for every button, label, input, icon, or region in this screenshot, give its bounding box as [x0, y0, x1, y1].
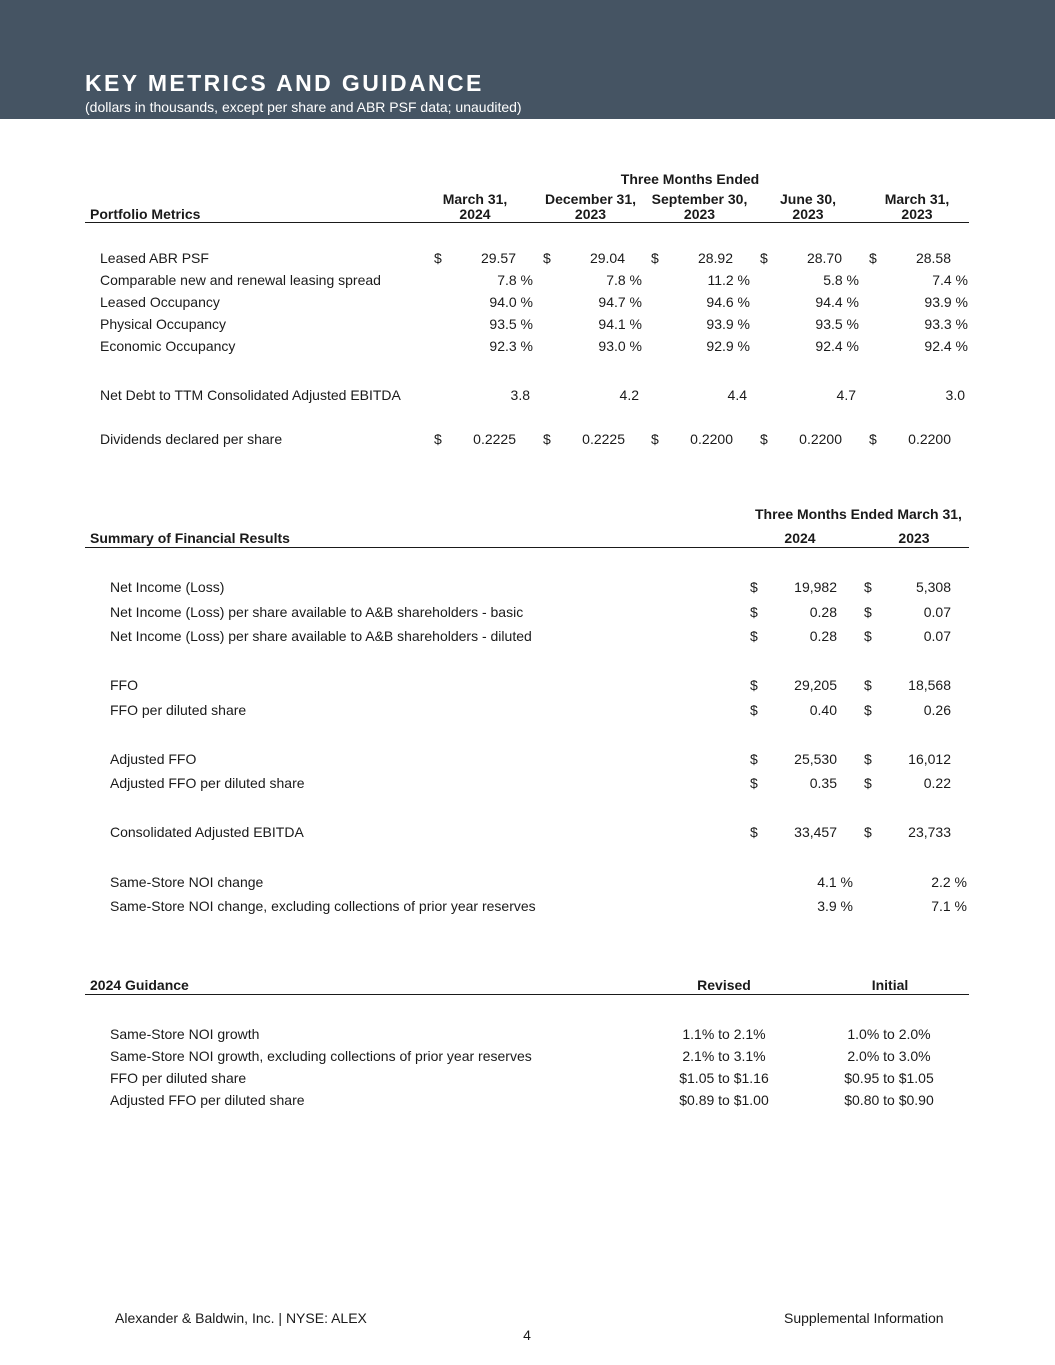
- portfolio-col-header-3: [637, 192, 762, 222]
- dollar-sign: $: [434, 250, 442, 266]
- value-cell: 23,733: [908, 824, 951, 840]
- portfolio-header-rule: [85, 222, 969, 223]
- value-cell: 2.1% to 3.1%: [682, 1048, 766, 1064]
- value-cell: 28.58: [915, 250, 951, 266]
- guidance-section-label: 2024 Guidance: [90, 977, 189, 993]
- row-label: Net Debt to TTM Consolidated Adjusted EBITDA: [100, 387, 401, 403]
- row-label: Same-Store NOI growth, excluding collections of prior year reserves: [110, 1048, 532, 1064]
- value-cell: 94.0 %: [489, 294, 533, 310]
- value-cell: 0.26: [923, 702, 951, 718]
- row-label: FFO per diluted share: [110, 702, 247, 718]
- value-cell: 7.8 %: [497, 272, 533, 288]
- value-cell: 94.4 %: [815, 294, 859, 310]
- value-cell: 0.2200: [690, 431, 733, 447]
- value-cell: 94.1 %: [598, 316, 642, 332]
- value-cell: 2.0% to 3.0%: [847, 1048, 931, 1064]
- value-cell: 93.9 %: [706, 316, 750, 332]
- value-cell: 94.6 %: [706, 294, 750, 310]
- col-header-line2: 2023: [683, 206, 716, 222]
- value-cell: 29.57: [480, 250, 516, 266]
- value-cell: 5,308: [915, 579, 951, 595]
- value-cell: $0.95 to $1.05: [844, 1070, 934, 1086]
- dollar-sign: $: [750, 604, 758, 620]
- value-cell: 92.9 %: [706, 338, 750, 354]
- col-header-line2: 2024: [459, 206, 491, 222]
- value-cell: 1.0% to 2.0%: [847, 1026, 931, 1042]
- col-header-line1: March 31,: [884, 191, 950, 207]
- row-label: Leased Occupancy: [100, 294, 220, 310]
- row-label: Same-Store NOI growth: [110, 1026, 260, 1042]
- dollar-sign: $: [864, 628, 872, 644]
- dollar-sign: $: [869, 250, 877, 266]
- value-cell: 2.2 %: [931, 874, 967, 890]
- col-header-line1: March 31,: [442, 191, 508, 207]
- guidance-col-header-initial: Initial: [871, 977, 909, 993]
- dollar-sign: $: [864, 677, 872, 693]
- value-cell: 11.2 %: [707, 272, 750, 288]
- col-header-line1: December 31,: [544, 191, 637, 207]
- page-number: 4: [523, 1327, 531, 1343]
- dollar-sign: $: [750, 751, 758, 767]
- row-label: FFO: [110, 677, 138, 693]
- value-cell: 0.22: [923, 775, 951, 791]
- footer-company: Alexander & Baldwin, Inc. | NYSE: ALEX: [115, 1310, 367, 1326]
- value-cell: 92.4 %: [815, 338, 859, 354]
- header-banner: [0, 0, 1055, 119]
- value-cell: 0.2225: [582, 431, 625, 447]
- dollar-sign: $: [864, 751, 872, 767]
- value-cell: 93.5 %: [489, 316, 533, 332]
- value-cell: $0.89 to $1.00: [679, 1092, 769, 1108]
- value-cell: 3.9 %: [817, 898, 853, 914]
- col-header-line1: June 30,: [779, 191, 837, 207]
- dollar-sign: $: [434, 431, 442, 447]
- portfolio-col-header-5: [857, 192, 977, 222]
- value-cell: 7.1 %: [931, 898, 967, 914]
- dollar-sign: $: [864, 702, 872, 718]
- value-cell: $1.05 to $1.16: [679, 1070, 769, 1086]
- value-cell: 93.3 %: [924, 316, 968, 332]
- dollar-sign: $: [869, 431, 877, 447]
- row-label: Consolidated Adjusted EBITDA: [110, 824, 304, 840]
- value-cell: 0.2225: [473, 431, 516, 447]
- financial-group-header: Three Months Ended March 31,: [755, 506, 962, 522]
- dollar-sign: $: [760, 250, 768, 266]
- portfolio-col-header-4: [748, 192, 868, 222]
- financial-header-rule: [85, 547, 969, 548]
- value-cell: 3.0: [945, 387, 965, 403]
- value-cell: 94.7 %: [598, 294, 642, 310]
- dollar-sign: $: [864, 604, 872, 620]
- value-cell: 7.8 %: [606, 272, 642, 288]
- value-cell: 0.28: [809, 604, 837, 620]
- row-label: Physical Occupancy: [100, 316, 227, 332]
- guidance-col-header-revised: Revised: [697, 977, 751, 993]
- row-label: Adjusted FFO per diluted share: [110, 1092, 305, 1108]
- row-label: Net Income (Loss): [110, 579, 225, 595]
- value-cell: 18,568: [908, 677, 951, 693]
- dollar-sign: $: [750, 579, 758, 595]
- row-label: Economic Occupancy: [100, 338, 236, 354]
- dollar-sign: $: [543, 250, 551, 266]
- value-cell: 0.40: [809, 702, 837, 718]
- row-label: Net Income (Loss) per share available to A&B shareholders - diluted: [110, 628, 532, 644]
- dollar-sign: $: [750, 775, 758, 791]
- row-label: Dividends declared per share: [100, 431, 283, 447]
- value-cell: 0.07: [923, 604, 951, 620]
- portfolio-col-header-2: [528, 192, 653, 222]
- value-cell: 4.1 %: [817, 874, 853, 890]
- value-cell: 28.70: [806, 250, 842, 266]
- value-cell: 1.1% to 2.1%: [682, 1026, 766, 1042]
- value-cell: 4.2: [619, 387, 639, 403]
- value-cell: 28.92: [697, 250, 733, 266]
- col-header-line1: September 30,: [651, 191, 748, 207]
- row-label: Adjusted FFO: [110, 751, 197, 767]
- page-subtitle: (dollars in thousands, except per share and ABR PSF data; unaudited): [85, 99, 522, 115]
- value-cell: 5.8 %: [823, 272, 859, 288]
- row-label: Comparable new and renewal leasing spread: [100, 272, 381, 288]
- value-cell: 92.4 %: [924, 338, 968, 354]
- dollar-sign: $: [864, 579, 872, 595]
- portfolio-section-label: Portfolio Metrics: [90, 206, 201, 222]
- guidance-header-rule: [85, 994, 969, 995]
- col-header-line2: 2023: [901, 206, 933, 222]
- financial-section-label: Summary of Financial Results: [90, 530, 290, 546]
- portfolio-group-header: Three Months Ended: [620, 171, 760, 187]
- footer-right-label: Supplemental Information: [784, 1310, 944, 1326]
- col-header-line2: 2023: [574, 206, 607, 222]
- value-cell: 0.28: [809, 628, 837, 644]
- dollar-sign: $: [651, 250, 659, 266]
- row-label: Same-Store NOI change: [110, 874, 264, 890]
- portfolio-col-header-1: [415, 192, 535, 222]
- dollar-sign: $: [864, 775, 872, 791]
- dollar-sign: $: [864, 824, 872, 840]
- dollar-sign: $: [750, 824, 758, 840]
- value-cell: 19,982: [794, 579, 837, 595]
- dollar-sign: $: [760, 431, 768, 447]
- value-cell: 3.8: [510, 387, 530, 403]
- value-cell: 0.2200: [799, 431, 842, 447]
- row-label: Net Income (Loss) per share available to A&B shareholders - basic: [110, 604, 524, 620]
- value-cell: 92.3 %: [489, 338, 533, 354]
- value-cell: 4.4: [727, 387, 747, 403]
- value-cell: 7.4 %: [932, 272, 968, 288]
- value-cell: 0.07: [923, 628, 951, 644]
- row-label: FFO per diluted share: [110, 1070, 247, 1086]
- value-cell: 4.7: [836, 387, 856, 403]
- row-label: Same-Store NOI change, excluding collections of prior year reserves: [110, 898, 536, 914]
- row-label: Adjusted FFO per diluted share: [110, 775, 305, 791]
- value-cell: 93.5 %: [815, 316, 859, 332]
- value-cell: 93.9 %: [924, 294, 968, 310]
- value-cell: 29.04: [589, 250, 625, 266]
- value-cell: 0.35: [809, 775, 837, 791]
- value-cell: 29,205: [794, 677, 837, 693]
- col-header-line2: 2023: [792, 206, 824, 222]
- dollar-sign: $: [651, 431, 659, 447]
- page-title: KEY METRICS AND GUIDANCE: [85, 70, 484, 96]
- value-cell: 93.0 %: [598, 338, 642, 354]
- dollar-sign: $: [750, 702, 758, 718]
- row-label: Leased ABR PSF: [100, 250, 209, 266]
- value-cell: $0.80 to $0.90: [844, 1092, 934, 1108]
- dollar-sign: $: [543, 431, 551, 447]
- value-cell: 33,457: [794, 824, 837, 840]
- value-cell: 0.2200: [908, 431, 951, 447]
- dollar-sign: $: [750, 677, 758, 693]
- financial-col-header-1: 2024: [784, 530, 816, 546]
- dollar-sign: $: [750, 628, 758, 644]
- financial-col-header-2: 2023: [898, 530, 930, 546]
- value-cell: 16,012: [908, 751, 951, 767]
- value-cell: 25,530: [794, 751, 837, 767]
